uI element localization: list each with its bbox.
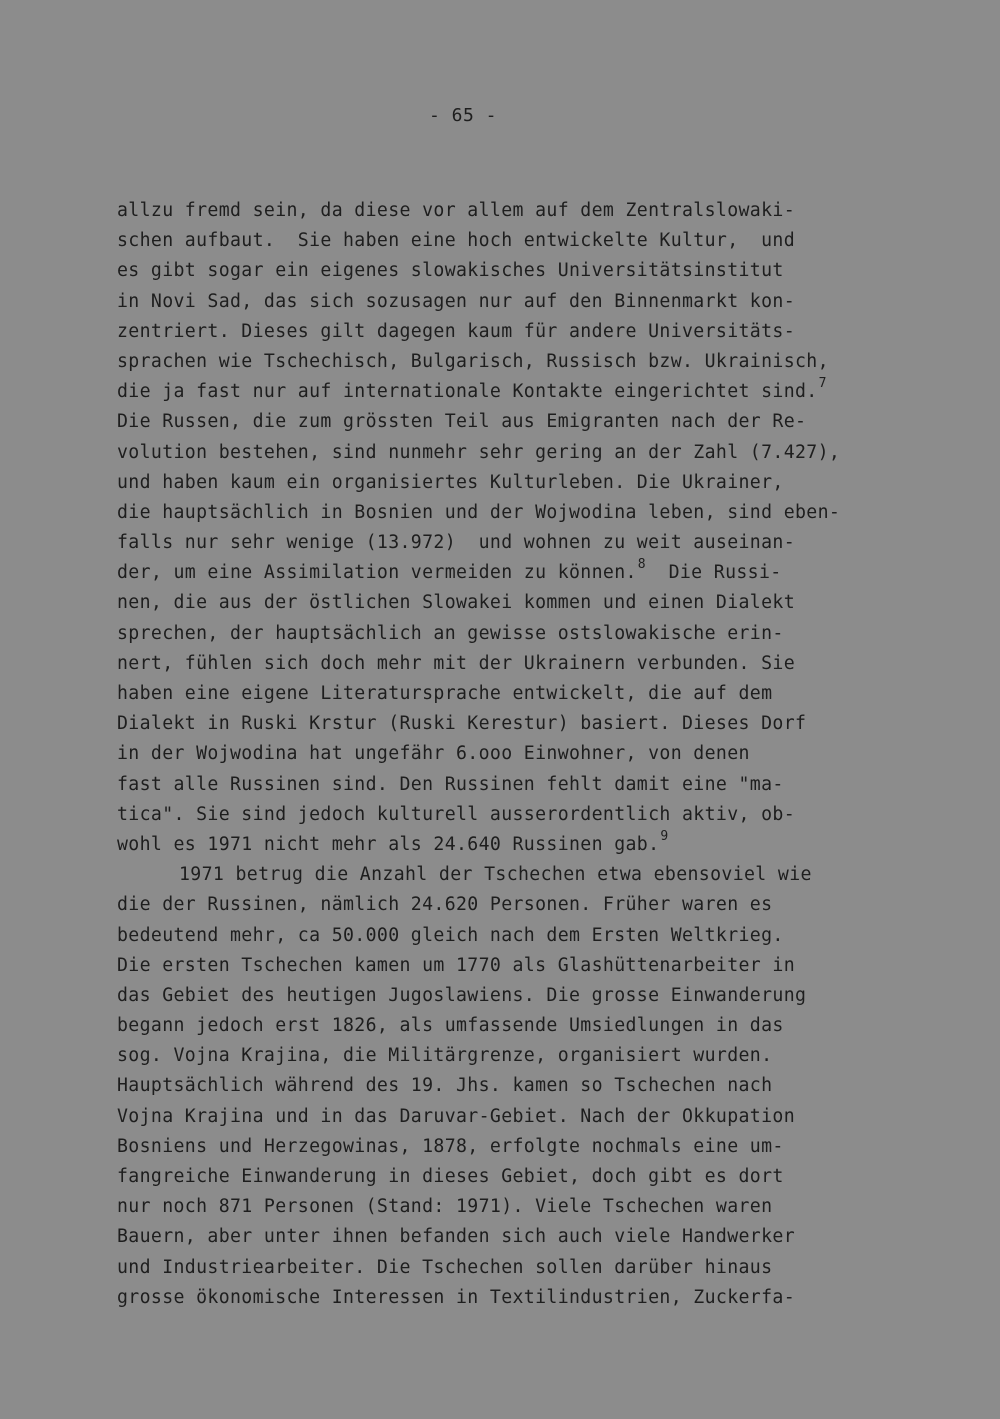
line-text: in der Wojwodina hat ungefähr 6.ooo Einwohner, von denen: [117, 743, 750, 765]
text-line: [117, 1102, 907, 1132]
line-text: Dialekt in Ruski Krstur (Ruski Kerestur) basiert. Dieses Dorf: [117, 713, 807, 735]
text-line: [117, 377, 907, 407]
line-text: grosse ökonomische Interessen in Textilindustrien, Zuckerfa-: [117, 1286, 795, 1308]
line-text: sprachen wie Tschechisch, Bulgarisch, Russisch bzw. Ukrainisch,: [117, 350, 829, 372]
line-text: bedeutend mehr, ca 50.000 gleich nach dem Ersten Weltkrieg.: [117, 924, 784, 946]
line-text: falls nur sehr wenige (13.972) und wohnen zu weit auseinan-: [117, 532, 795, 554]
line-text: haben eine eigene Literatursprache entwickelt, die auf dem: [117, 683, 773, 704]
text-line: [117, 438, 907, 468]
text-line: [117, 860, 907, 890]
line-text: schen aufbaut. Sie haben eine hoch entwickelte Kultur, und: [117, 230, 795, 252]
text-line: [117, 528, 907, 558]
text-line: [117, 951, 907, 981]
body-text: [117, 196, 907, 1313]
text-line: [117, 407, 907, 437]
line-text: Vojna Krajina und in das Daruvar-Gebiet. Nach der Okkupation: [117, 1105, 795, 1127]
text-line: [117, 890, 907, 920]
text-line: [117, 558, 907, 588]
line-text: tica". Sie sind jedoch kulturell ausserordentlich aktiv, ob-: [117, 803, 795, 825]
line-text: Die Russen, die zum grössten Teil aus Emigranten nach der Re-: [117, 411, 807, 433]
text-line: [117, 468, 907, 498]
line-text: Bosniens und Herzegowinas, 1878, erfolgte nochmals eine um-: [117, 1135, 784, 1157]
text-line: [117, 1253, 907, 1283]
line-text: und haben kaum ein organisiertes Kulturleben. Die Ukrainer,: [117, 471, 784, 493]
text-line: [117, 498, 907, 528]
text-line: [117, 1192, 907, 1222]
line-text: begann jedoch erst 1826, als umfassende Umsiedlungen in das: [117, 1015, 784, 1037]
text-line: [117, 619, 907, 649]
line-text: die der Russinen, nämlich 24.620 Personen. Früher waren es: [117, 894, 773, 916]
line-text: in Novi Sad, das sich sozusagen nur auf den Binnenmarkt kon-: [117, 290, 795, 312]
text-line: [117, 1132, 907, 1162]
text-line: [117, 679, 907, 709]
footnote-marker: 8: [637, 557, 646, 573]
line-text: die hauptsächlich in Bosnien und der Wojwodina leben, sind eben-: [117, 501, 841, 523]
text-line: [117, 1011, 907, 1041]
footnote-marker: 9: [660, 828, 669, 844]
text-line: [117, 1222, 907, 1252]
footnote-marker: 7: [818, 376, 827, 392]
text-line: [117, 800, 907, 830]
line-text: nur noch 871 Personen (Stand: 1971). Viele Tschechen waren: [117, 1196, 773, 1218]
line-text: und Industriearbeiter. Die Tschechen sollen darüber hinaus: [117, 1256, 773, 1278]
line-text: Bauern, aber unter ihnen befanden sich auch viele Handwerker: [117, 1226, 795, 1248]
text-line: [117, 196, 907, 226]
line-text: Die ersten Tschechen kamen um 1770 als Glashüttenarbeiter in: [117, 954, 795, 976]
line-text: fangreiche Einwanderung in dieses Gebiet, doch gibt es dort: [117, 1166, 784, 1187]
line-text: allzu fremd sein, da diese vor allem auf dem Zentralslowaki-: [117, 200, 795, 221]
text-line: [117, 1071, 907, 1101]
line-text: volution bestehen, sind nunmehr sehr gering an der Zahl (7.427),: [117, 441, 841, 463]
text-line: [117, 981, 907, 1011]
text-line: [117, 1162, 907, 1192]
text-line: [117, 739, 907, 769]
text-line: [117, 709, 907, 739]
line-text: zentriert. Dieses gilt dagegen kaum für andere Universitäts-: [117, 320, 795, 342]
line-text: sog. Vojna Krajina, die Militärgrenze, organisiert wurden.: [117, 1045, 773, 1067]
line-text: 1971 betrug die Anzahl der Tschechen etwa ebensoviel wie: [179, 864, 812, 886]
text-line: [117, 588, 907, 618]
text-line: [117, 1283, 907, 1313]
text-line: [117, 921, 907, 951]
text-line: [117, 1041, 907, 1071]
text-line: [117, 287, 907, 317]
line-text: es gibt sogar ein eigenes slowakisches Universitätsinstitut: [117, 260, 784, 282]
line-text: die ja fast nur auf internationale Kontakte eingerichtet sind.: [117, 381, 818, 403]
line-text-continuation: Die Russi-: [645, 562, 782, 584]
line-text: fast alle Russinen sind. Den Russinen fehlt damit eine "ma-: [117, 773, 784, 795]
line-text: sprechen, der hauptsächlich an gewisse ostslowakische erin-: [117, 622, 784, 644]
line-text: das Gebiet des heutigen Jugoslawiens. Die grosse Einwanderung: [117, 984, 807, 1006]
text-line: [117, 226, 907, 256]
line-text: nen, die aus der östlichen Slowakei kommen und einen Dialekt: [117, 592, 795, 614]
text-line: [117, 649, 907, 679]
line-text: Hauptsächlich während des 19. Jhs. kamen so Tschechen nach: [117, 1075, 773, 1097]
text-line: [117, 770, 907, 800]
line-text: nert, fühlen sich doch mehr mit der Ukrainern verbunden. Sie: [117, 652, 795, 674]
text-line: [117, 256, 907, 286]
page-number: - 65 -: [428, 105, 498, 126]
text-line: [117, 830, 907, 860]
text-line: [117, 347, 907, 377]
line-text: wohl es 1971 nicht mehr als 24.640 Russinen gab.: [117, 833, 660, 855]
line-text: der, um eine Assimilation vermeiden zu können.: [117, 562, 637, 584]
text-line: [117, 317, 907, 347]
